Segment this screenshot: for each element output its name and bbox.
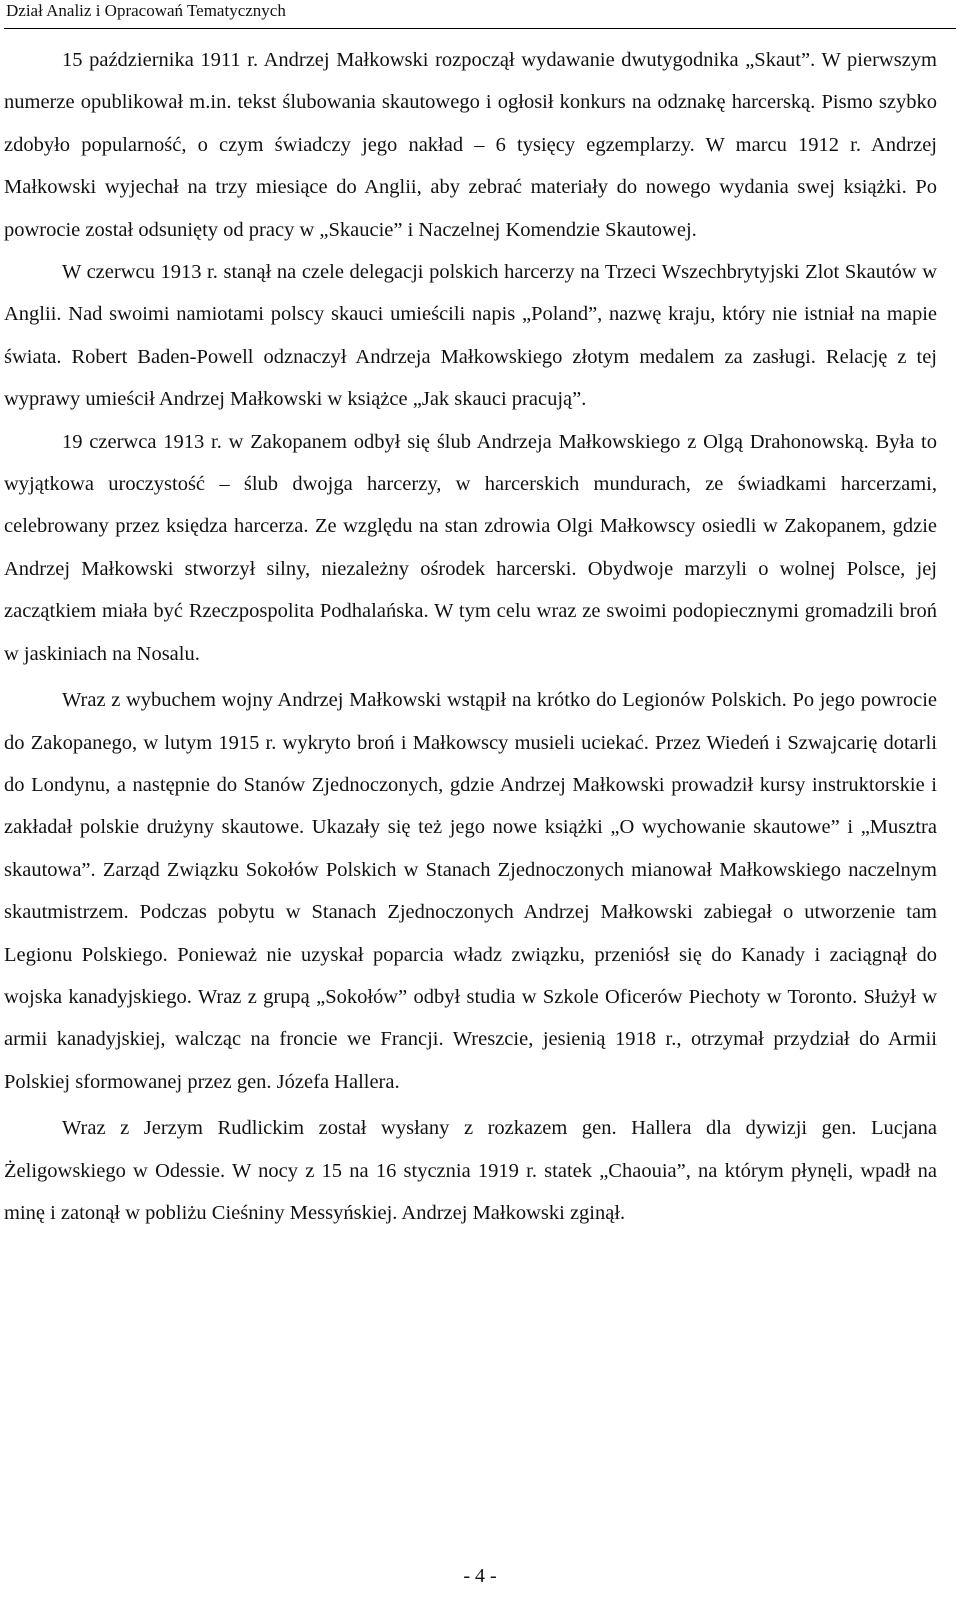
paragraph-4: Wraz z wybuchem wojny Andrzej Małkowski wstąpił na krótko do Legionów Polskich. Po jego powrocie do Zakopanego, w lutym 1915 r. wykryto broń i Małkowscy musieli uciekać. Przez Wiedeń i Szwajcarię dotarli do Londynu, a następnie do Stanów Zjednoczonych, gdzie Andrzej Małkowski prowadził kursy instruktorskie i zakładał polskie drużyny skautowe. Ukazały się też jego nowe książki „O wychowanie skautowe” i „Musztra skautowa”. Zarząd Związku Sokołów Polskich w Stanach Zjednoczonych mianował Małkowskiego naczelnym skautmistrzem. Podczas pobytu w Stanach Zjednoczonych Andrzej Małkowski zabiegał o utworzenie tam Legionu Polskiego. Ponieważ nie uzyskał poparcia władz związku, przeniósł się do Kanady i zaciągnął do wojska kanadyjskiego. Wraz z grupą „Sokołów” odbył studia w Szkole Oficerów Piechoty w Toronto. Służył w armii kanadyjskiej, walcząc na froncie we Francji. Wreszcie, jesienią 1918 r., otrzymał przydział do Armii Polskiej sformowanej przez gen. Józefa Hallera. [4,689,937,1093]
paragraph-2: W czerwcu 1913 r. stanął na czele delegacji polskich harcerzy na Trzeci Wszechbrytyjski Zlot Skautów w Anglii. Nad swoimi namiotami polscy skauci umieścili napis „Poland”, nazwę kraju, który nie istniał na mapie świata. Robert Baden-Powell odznaczył Andrzeja Małkowskiego złotym medalem za zasługi. Relację z tej wyprawy umieścił Andrzej Małkowski w książce „Jak skauci pracują”. [4,261,937,411]
paragraph-5: Wraz z Jerzym Rudlickim został wysłany z rozkazem gen. Hallera dla dywizji gen. Lucjana Żeligowskiego w Odessie. W nocy z 15 na 16 stycznia 1919 r. statek „Chaouia”, na którym płynęli, wpadł na minę i zatonął w pobliżu Cieśniny Messyńskiej. Andrzej Małkowski zginął. [4,1117,937,1224]
document-body [4,39,937,1234]
header-divider [4,28,956,29]
page-number: - 4 - [463,1565,497,1587]
page-header: Dział Analiz i Opracowań Tematycznych [6,1,286,20]
paragraph-3: 19 czerwca 1913 r. w Zakopanem odbył się ślub Andrzeja Małkowskiego z Olgą Drahonowską. Była to wyjątkowa uroczystość – ślub dwojga harcerzy, w harcerskich mundurach, ze świadkami harcerzami, celebrowany przez księdza harcerza. Ze względu na stan zdrowia Olgi Małkowscy osiedli w Zakopanem, gdzie Andrzej Małkowski stworzył silny, niezależny ośrodek harcerski. Obydwoje marzyli o wolnej Polsce, jej zaczątkiem miała być Rzeczpospolita Podhalańska. W tym celu wraz ze swoimi podopiecznymi gromadzili broń w jaskiniach na Nosalu. [4,430,937,665]
paragraph-1: 15 października 1911 r. Andrzej Małkowski rozpoczął wydawanie dwutygodnika „Skaut”. W pierwszym numerze opublikował m.in. tekst ślubowania skautowego i ogłosił konkurs na odznakę harcerską. Pismo szybko zdobyło popularność, o czym świadczy jego nakład – 6 tysięcy egzemplarzy. W marcu 1912 r. Andrzej Małkowski wyjechał na trzy miesiące do Anglii, aby zebrać materiały do nowego wydania swej książki. Po powrocie został odsunięty od pracy w „Skaucie” i Naczelnej Komendzie Skautowej. [4,49,937,241]
